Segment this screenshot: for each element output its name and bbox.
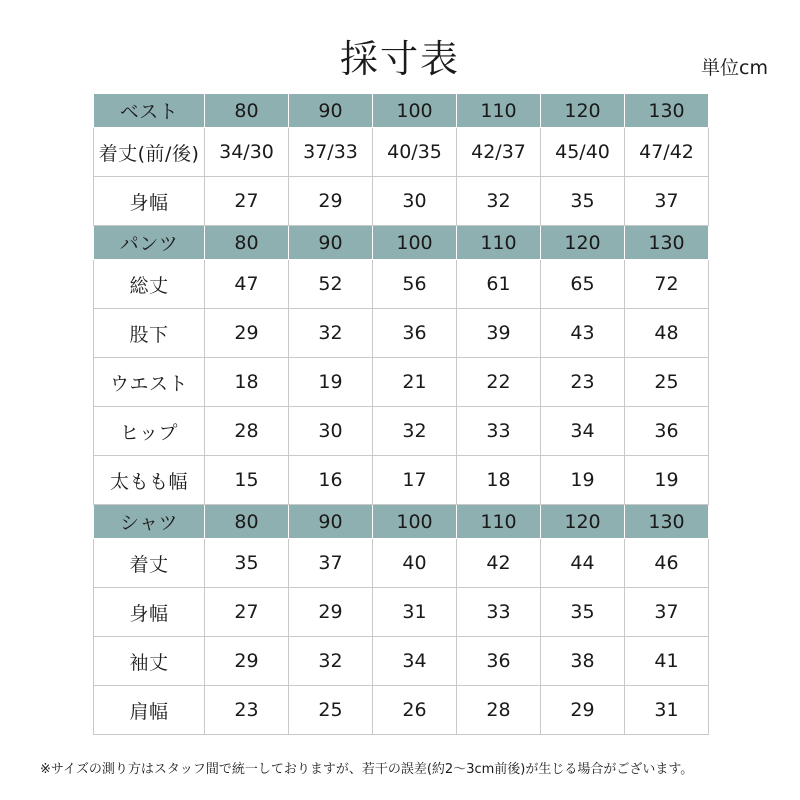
table-row	[94, 588, 709, 637]
value-cell: 61	[457, 260, 541, 309]
value-cell: 40/35	[373, 128, 457, 177]
value-cell: 38	[541, 637, 625, 686]
size-header-cell: 110	[457, 226, 541, 260]
size-header-cell: 130	[625, 505, 709, 539]
value-cell: 31	[625, 686, 709, 735]
value-cell: 31	[373, 588, 457, 637]
value-cell: 29	[289, 177, 373, 226]
value-cell: 39	[457, 309, 541, 358]
value-cell: 27	[205, 177, 289, 226]
value-cell: 52	[289, 260, 373, 309]
unit-label: 単位cm	[701, 57, 768, 79]
section-header-row	[94, 226, 709, 260]
row-label: 袖丈	[94, 637, 205, 686]
size-header-cell: 130	[625, 226, 709, 260]
value-cell: 56	[373, 260, 457, 309]
size-header-cell: 120	[541, 505, 625, 539]
size-header-cell: 80	[205, 505, 289, 539]
value-cell: 32	[289, 637, 373, 686]
table-row	[94, 309, 709, 358]
value-cell: 47	[205, 260, 289, 309]
value-cell: 46	[625, 539, 709, 588]
value-cell: 19	[541, 456, 625, 505]
value-cell: 27	[205, 588, 289, 637]
table-row	[94, 637, 709, 686]
size-header-cell: 90	[289, 505, 373, 539]
value-cell: 36	[625, 407, 709, 456]
value-cell: 37/33	[289, 128, 373, 177]
value-cell: 32	[289, 309, 373, 358]
value-cell: 25	[289, 686, 373, 735]
value-cell: 42	[457, 539, 541, 588]
value-cell: 33	[457, 588, 541, 637]
value-cell: 34	[541, 407, 625, 456]
value-cell: 28	[457, 686, 541, 735]
value-cell: 47/42	[625, 128, 709, 177]
size-header-cell: 100	[373, 505, 457, 539]
table-row	[94, 407, 709, 456]
value-cell: 65	[541, 260, 625, 309]
value-cell: 19	[625, 456, 709, 505]
size-header-cell: 90	[289, 226, 373, 260]
value-cell: 41	[625, 637, 709, 686]
value-cell: 29	[205, 309, 289, 358]
value-cell: 43	[541, 309, 625, 358]
value-cell: 29	[541, 686, 625, 735]
table-row	[94, 358, 709, 407]
value-cell: 37	[625, 177, 709, 226]
value-cell: 36	[373, 309, 457, 358]
value-cell: 44	[541, 539, 625, 588]
measurement-note: ※サイズの測り方はスタッフ間で統一しておりますが、若干の誤差(約2～3cm前後)が生じる場合がございます。	[40, 762, 694, 777]
row-label: 身幅	[94, 177, 205, 226]
value-cell: 19	[289, 358, 373, 407]
row-label: 肩幅	[94, 686, 205, 735]
value-cell: 34/30	[205, 128, 289, 177]
section-header-row	[94, 505, 709, 539]
row-label: ヒップ	[94, 407, 205, 456]
value-cell: 45/40	[541, 128, 625, 177]
row-label: 総丈	[94, 260, 205, 309]
value-cell: 37	[625, 588, 709, 637]
section-name: パンツ	[94, 226, 205, 260]
value-cell: 26	[373, 686, 457, 735]
table-row	[94, 539, 709, 588]
table-row	[94, 686, 709, 735]
value-cell: 40	[373, 539, 457, 588]
value-cell: 32	[457, 177, 541, 226]
table-row	[94, 177, 709, 226]
value-cell: 30	[373, 177, 457, 226]
table-row	[94, 260, 709, 309]
value-cell: 32	[373, 407, 457, 456]
page-title: 採寸表	[339, 37, 460, 81]
value-cell: 21	[373, 358, 457, 407]
row-label: 着丈(前/後)	[94, 128, 205, 177]
value-cell: 23	[541, 358, 625, 407]
value-cell: 28	[205, 407, 289, 456]
row-label: 太もも幅	[94, 456, 205, 505]
value-cell: 35	[541, 588, 625, 637]
value-cell: 42/37	[457, 128, 541, 177]
value-cell: 23	[205, 686, 289, 735]
value-cell: 18	[457, 456, 541, 505]
size-header-cell: 100	[373, 94, 457, 128]
value-cell: 29	[205, 637, 289, 686]
size-header-cell: 110	[457, 505, 541, 539]
value-cell: 30	[289, 407, 373, 456]
size-header-cell: 110	[457, 94, 541, 128]
value-cell: 29	[289, 588, 373, 637]
size-header-cell: 120	[541, 226, 625, 260]
value-cell: 35	[541, 177, 625, 226]
row-label: 股下	[94, 309, 205, 358]
value-cell: 34	[373, 637, 457, 686]
value-cell: 17	[373, 456, 457, 505]
value-cell: 16	[289, 456, 373, 505]
size-header-cell: 100	[373, 226, 457, 260]
size-chart-table	[93, 93, 709, 735]
row-label: 着丈	[94, 539, 205, 588]
value-cell: 37	[289, 539, 373, 588]
value-cell: 72	[625, 260, 709, 309]
size-header-cell: 120	[541, 94, 625, 128]
value-cell: 22	[457, 358, 541, 407]
row-label: 身幅	[94, 588, 205, 637]
section-name: ベスト	[94, 94, 205, 128]
section-header-row	[94, 94, 709, 128]
value-cell: 35	[205, 539, 289, 588]
size-header-cell: 130	[625, 94, 709, 128]
table-row	[94, 128, 709, 177]
size-header-cell: 80	[205, 94, 289, 128]
value-cell: 25	[625, 358, 709, 407]
size-header-cell: 80	[205, 226, 289, 260]
value-cell: 15	[205, 456, 289, 505]
row-label: ウエスト	[94, 358, 205, 407]
value-cell: 18	[205, 358, 289, 407]
value-cell: 33	[457, 407, 541, 456]
size-header-cell: 90	[289, 94, 373, 128]
size-chart-body	[94, 94, 709, 735]
value-cell: 36	[457, 637, 541, 686]
value-cell: 48	[625, 309, 709, 358]
section-name: シャツ	[94, 505, 205, 539]
table-row	[94, 456, 709, 505]
